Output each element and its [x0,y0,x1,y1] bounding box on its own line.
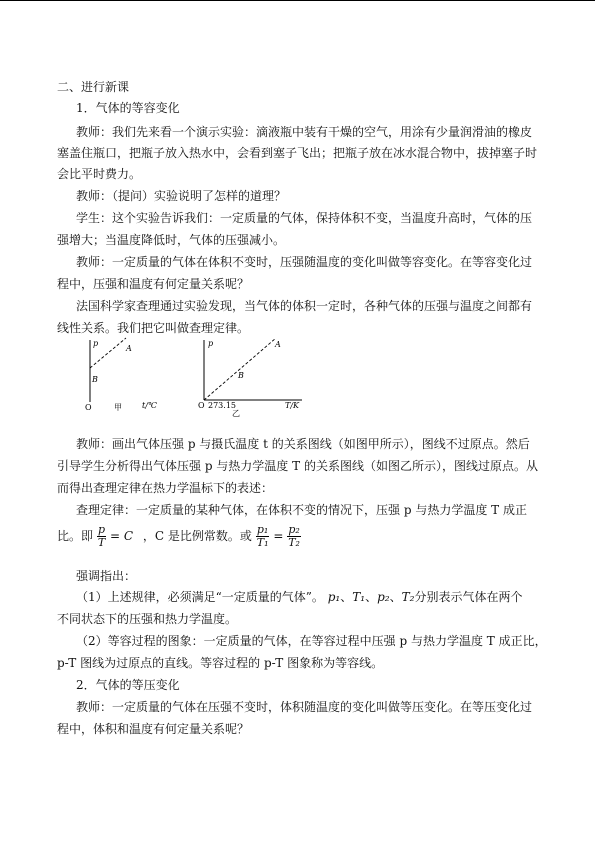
origin-label: O [85,403,92,412]
graph-jia [85,338,158,412]
fraction-p1-over-T1 [256,524,270,549]
section-title: 二、进行新课 [57,80,130,94]
point-label-b: B [238,371,244,380]
caption-jia: 甲 [114,403,122,412]
fraction-numerator: p [97,523,106,536]
paragraph-line: 法国科学家查理通过实验发现，当气体的体积一定时，各种气体的压强与温度之间都有 [76,299,533,313]
fraction-denominator: T₁ [256,536,269,549]
note-1-prefix: （1）上述规律，必须满足“一定质量的气体”。 [76,590,324,604]
paragraph-line: 塞盖住瓶口，把瓶子放入热水中，会看到塞子飞出；把瓶子放在冰水混合物中，拔掉塞子时 [57,146,538,160]
paragraph-line: 而得出查理定律在热力学温标下的表述： [57,481,274,495]
axis-label-t: t/℃ [142,401,157,410]
point-label-a: A [126,344,132,353]
paragraph-line: 会比平时费力。 [57,167,142,181]
isochore-line [204,338,276,400]
separator: 、 [365,590,378,604]
paragraph-line: 查理定律：一定质量的某种气体，在体积不变的情况下，压强 p 与热力学温度 T 成正 [76,503,527,517]
formula-equals: = [273,529,284,543]
formula-rhs: = C [110,529,134,543]
axis-label-p: p [93,339,99,348]
paragraph-line: 程中，压强和温度有何定量关系呢？ [57,277,250,291]
fraction-p2-over-T2 [287,524,301,549]
paragraph-line: 学生：这个实验告诉我们：一定质量的气体，保持体积不变，当温度升高时，气体的压 [76,211,533,225]
paragraph-line: 线性关系。我们把它叫做查理定律。 [57,321,250,335]
point-label-b: B [92,375,98,384]
paragraph-line: p-T 图线为过原点的直线。等容过程的 p-T 图象称为等容线。 [57,656,384,670]
emphasis-title: 强调指出： [76,569,137,583]
point-label-a: A [275,340,281,349]
symbol-p1: p₁ [327,590,341,604]
separator: 、 [340,590,353,604]
paragraph-line: 程中，体积和温度有何定量关系呢？ [57,722,250,736]
tick-label: 273.15 [208,401,236,410]
charles-law-figure [80,336,310,418]
formula-prefix: 比。即 [57,529,94,543]
graph-yi [198,338,302,418]
paragraph-line: （2）等容过程的图象：一定质量的气体，在等容过程中压强 p 与热力学温度 T 成正比， [76,634,547,648]
fraction-numerator: p₁ [256,523,269,536]
fraction-p-over-T [97,524,106,549]
paragraph-line: 教师：一定质量的气体在体积不变时，压强随温度的变化叫做等容变化。在等容变化过 [76,255,533,269]
origin-label: O [198,401,205,410]
subsection-title-2: 2．气体的等压变化 [76,678,180,692]
separator: 、 [389,590,402,604]
symbol-t1: T₁ [352,590,366,604]
paragraph-line: 教师：一定质量的气体在压强不变时，体积随温度的变化叫做等压变化。在等压变化过 [76,700,533,714]
paragraph-line: 教师：我们先来看一个演示实验：滴液瓶中装有干燥的空气，用涂有少量润滑油的橡皮 [76,125,533,139]
paragraph-line: 教师：画出气体压强 p 与摄氏温度 t 的关系图线（如图甲所示），图线不过原点。然后 [76,437,530,451]
paragraph-line: 教师：（提问）实验说明了怎样的道理？ [76,189,287,203]
caption-yi: 乙 [232,409,240,418]
formula-middle-text: ，C 是比例常数。或 [142,529,252,543]
axis-label-T: T/K [285,401,300,410]
formula-line [57,521,301,551]
fraction-denominator: T [97,536,106,549]
fraction-denominator: T₂ [288,536,300,549]
paragraph-line: 不同状态下的压强和热力学温度。 [57,612,238,626]
fraction-numerator: p₂ [288,523,300,536]
note-1-suffix: 分别表示气体在两个 [414,590,523,604]
paragraph-line: 引导学生分析得出气体压强 p 与热力学温度 T 的关系图线（如图乙所示），图线过原点。从 [57,459,538,473]
page-top-rule [0,0,595,1]
symbol-t2: T₂ [401,590,415,604]
note-1-line [76,590,522,604]
axis-label-p: p [208,339,214,348]
paragraph-line: 强增大；当温度降低时，气体的压强减小。 [57,233,286,247]
symbol-p2: p₂ [377,590,390,604]
subsection-title-1: 1．气体的等容变化 [76,101,180,115]
